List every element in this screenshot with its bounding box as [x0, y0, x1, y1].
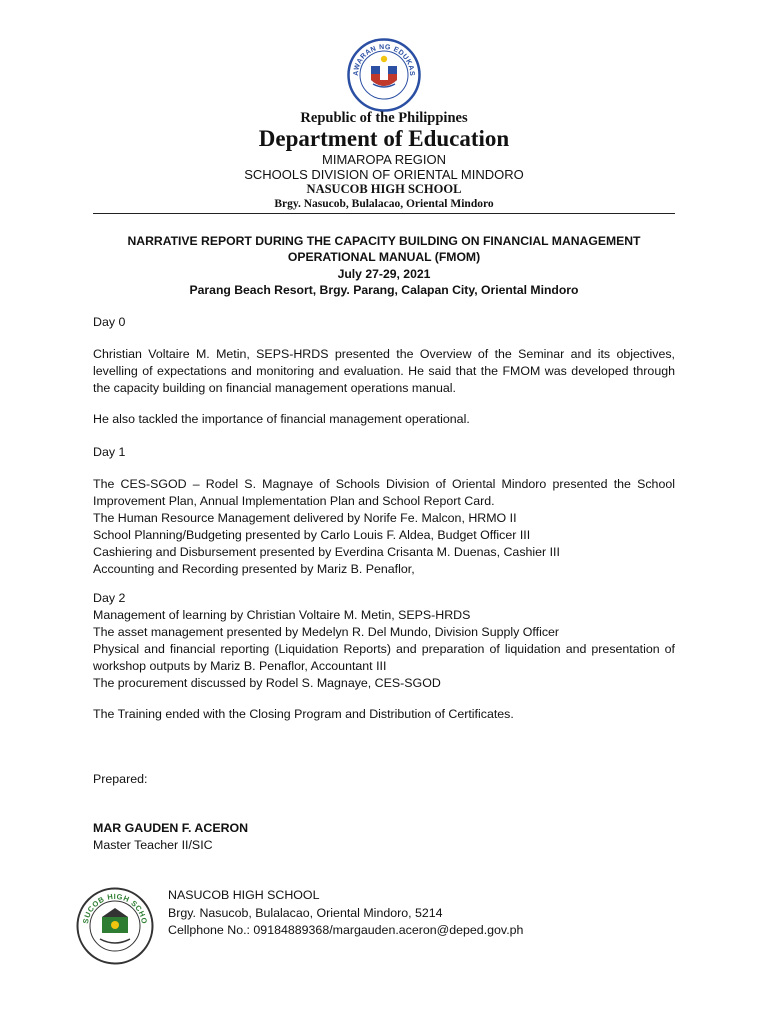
school-seal-icon: [76, 887, 154, 965]
header-divider: [93, 213, 675, 214]
day2-block: [93, 590, 675, 691]
prepared-label: Prepared:: [93, 772, 148, 786]
day1-line: The Human Resource Management delivered by Norife Fe. Malcon, HRMO II: [93, 511, 517, 525]
day1-line: School Planning/Budgeting presented by Carlo Louis F. Aldea, Budget Officer III: [93, 527, 531, 542]
day2-heading: Day 2: [93, 591, 126, 605]
footer-seal-text: SUCOB HIGH SCHO: [81, 891, 150, 925]
report-date: July 27-29, 2021: [337, 266, 431, 281]
republic-heading: Republic of the Philippines: [300, 110, 468, 126]
day2-line1: Management of learning by Christian Voltaire M. Metin, SEPS-HRDS: [93, 607, 471, 622]
day1-heading: Day 1: [93, 445, 126, 459]
day2-line2: The asset management presented by Medelyn R. Del Mundo, Division Supply Officer: [93, 624, 560, 639]
report-title-line1: NARRATIVE REPORT DURING THE CAPACITY BUILDING ON FINANCIAL MANAGEMENT: [127, 234, 641, 248]
day1-lines: [93, 510, 675, 578]
footer-contact-block: [168, 887, 523, 940]
report-venue: Parang Beach Resort, Brgy. Parang, Calapan City, Oriental Mindoro: [189, 283, 579, 298]
department-heading: Department of Education: [258, 126, 510, 151]
report-title-line2: OPERATIONAL MANUAL (FMOM): [287, 250, 481, 265]
signatory-name: MAR GAUDEN F. ACERON: [93, 821, 249, 835]
day1-line: Accounting and Recording presented by Mariz B. Penaflor,: [93, 561, 415, 576]
school-heading: NASUCOB HIGH SCHOOL: [306, 182, 462, 196]
seal-text: AWARAN NG EDUKAS: [352, 43, 416, 77]
division-heading: SCHOOLS DIVISION OF ORIENTAL MINDORO: [244, 167, 524, 182]
footer-address: Brgy. Nasucob, Bulalacao, Oriental Mindoro, 5214: [168, 905, 443, 920]
closing-statement: The Training ended with the Closing Program and Distribution of Certificates.: [93, 707, 514, 721]
signatory-position: Master Teacher II/SIC: [93, 838, 213, 852]
day0-paragraph: Christian Voltaire M. Metin, SEPS-HRDS presented the Overview of the Seminar and its objectives, levelling of expectations and monitoring and evaluation. He said that the FMOM was developed through the capacity building on financial management operations manual.: [93, 347, 675, 395]
region-heading: MIMAROPA REGION: [322, 152, 446, 167]
day0-note: He also tackled the importance of financial management operational.: [93, 412, 470, 426]
deped-seal-icon: [347, 38, 421, 112]
day1-line: Cashiering and Disbursement presented by Everdina Crisanta M. Duenas, Cashier III: [93, 544, 560, 559]
school-address: Brgy. Nasucob, Bulalacao, Oriental Mindoro: [274, 198, 494, 210]
footer-contact: Cellphone No.: 09184889368/margauden.aceron@deped.gov.ph: [168, 923, 524, 938]
day2-line3: The procurement discussed by Rodel S. Magnaye, CES-SGOD: [93, 675, 441, 690]
report-title-block: [0, 233, 768, 299]
day2-paragraph: Physical and financial reporting (Liquidation Reports) and preparation of liquidation and presentation of workshop outputs by Mariz B. Penaflor, Accountant III: [93, 641, 675, 673]
day1-paragraph: The CES-SGOD – Rodel S. Magnaye of Schools Division of Oriental Mindoro presented the School Improvement Plan, Annual Implementation Plan and School Report Card.: [93, 477, 675, 508]
day0-heading: Day 0: [93, 315, 126, 329]
footer-school: NASUCOB HIGH SCHOOL: [168, 888, 320, 902]
